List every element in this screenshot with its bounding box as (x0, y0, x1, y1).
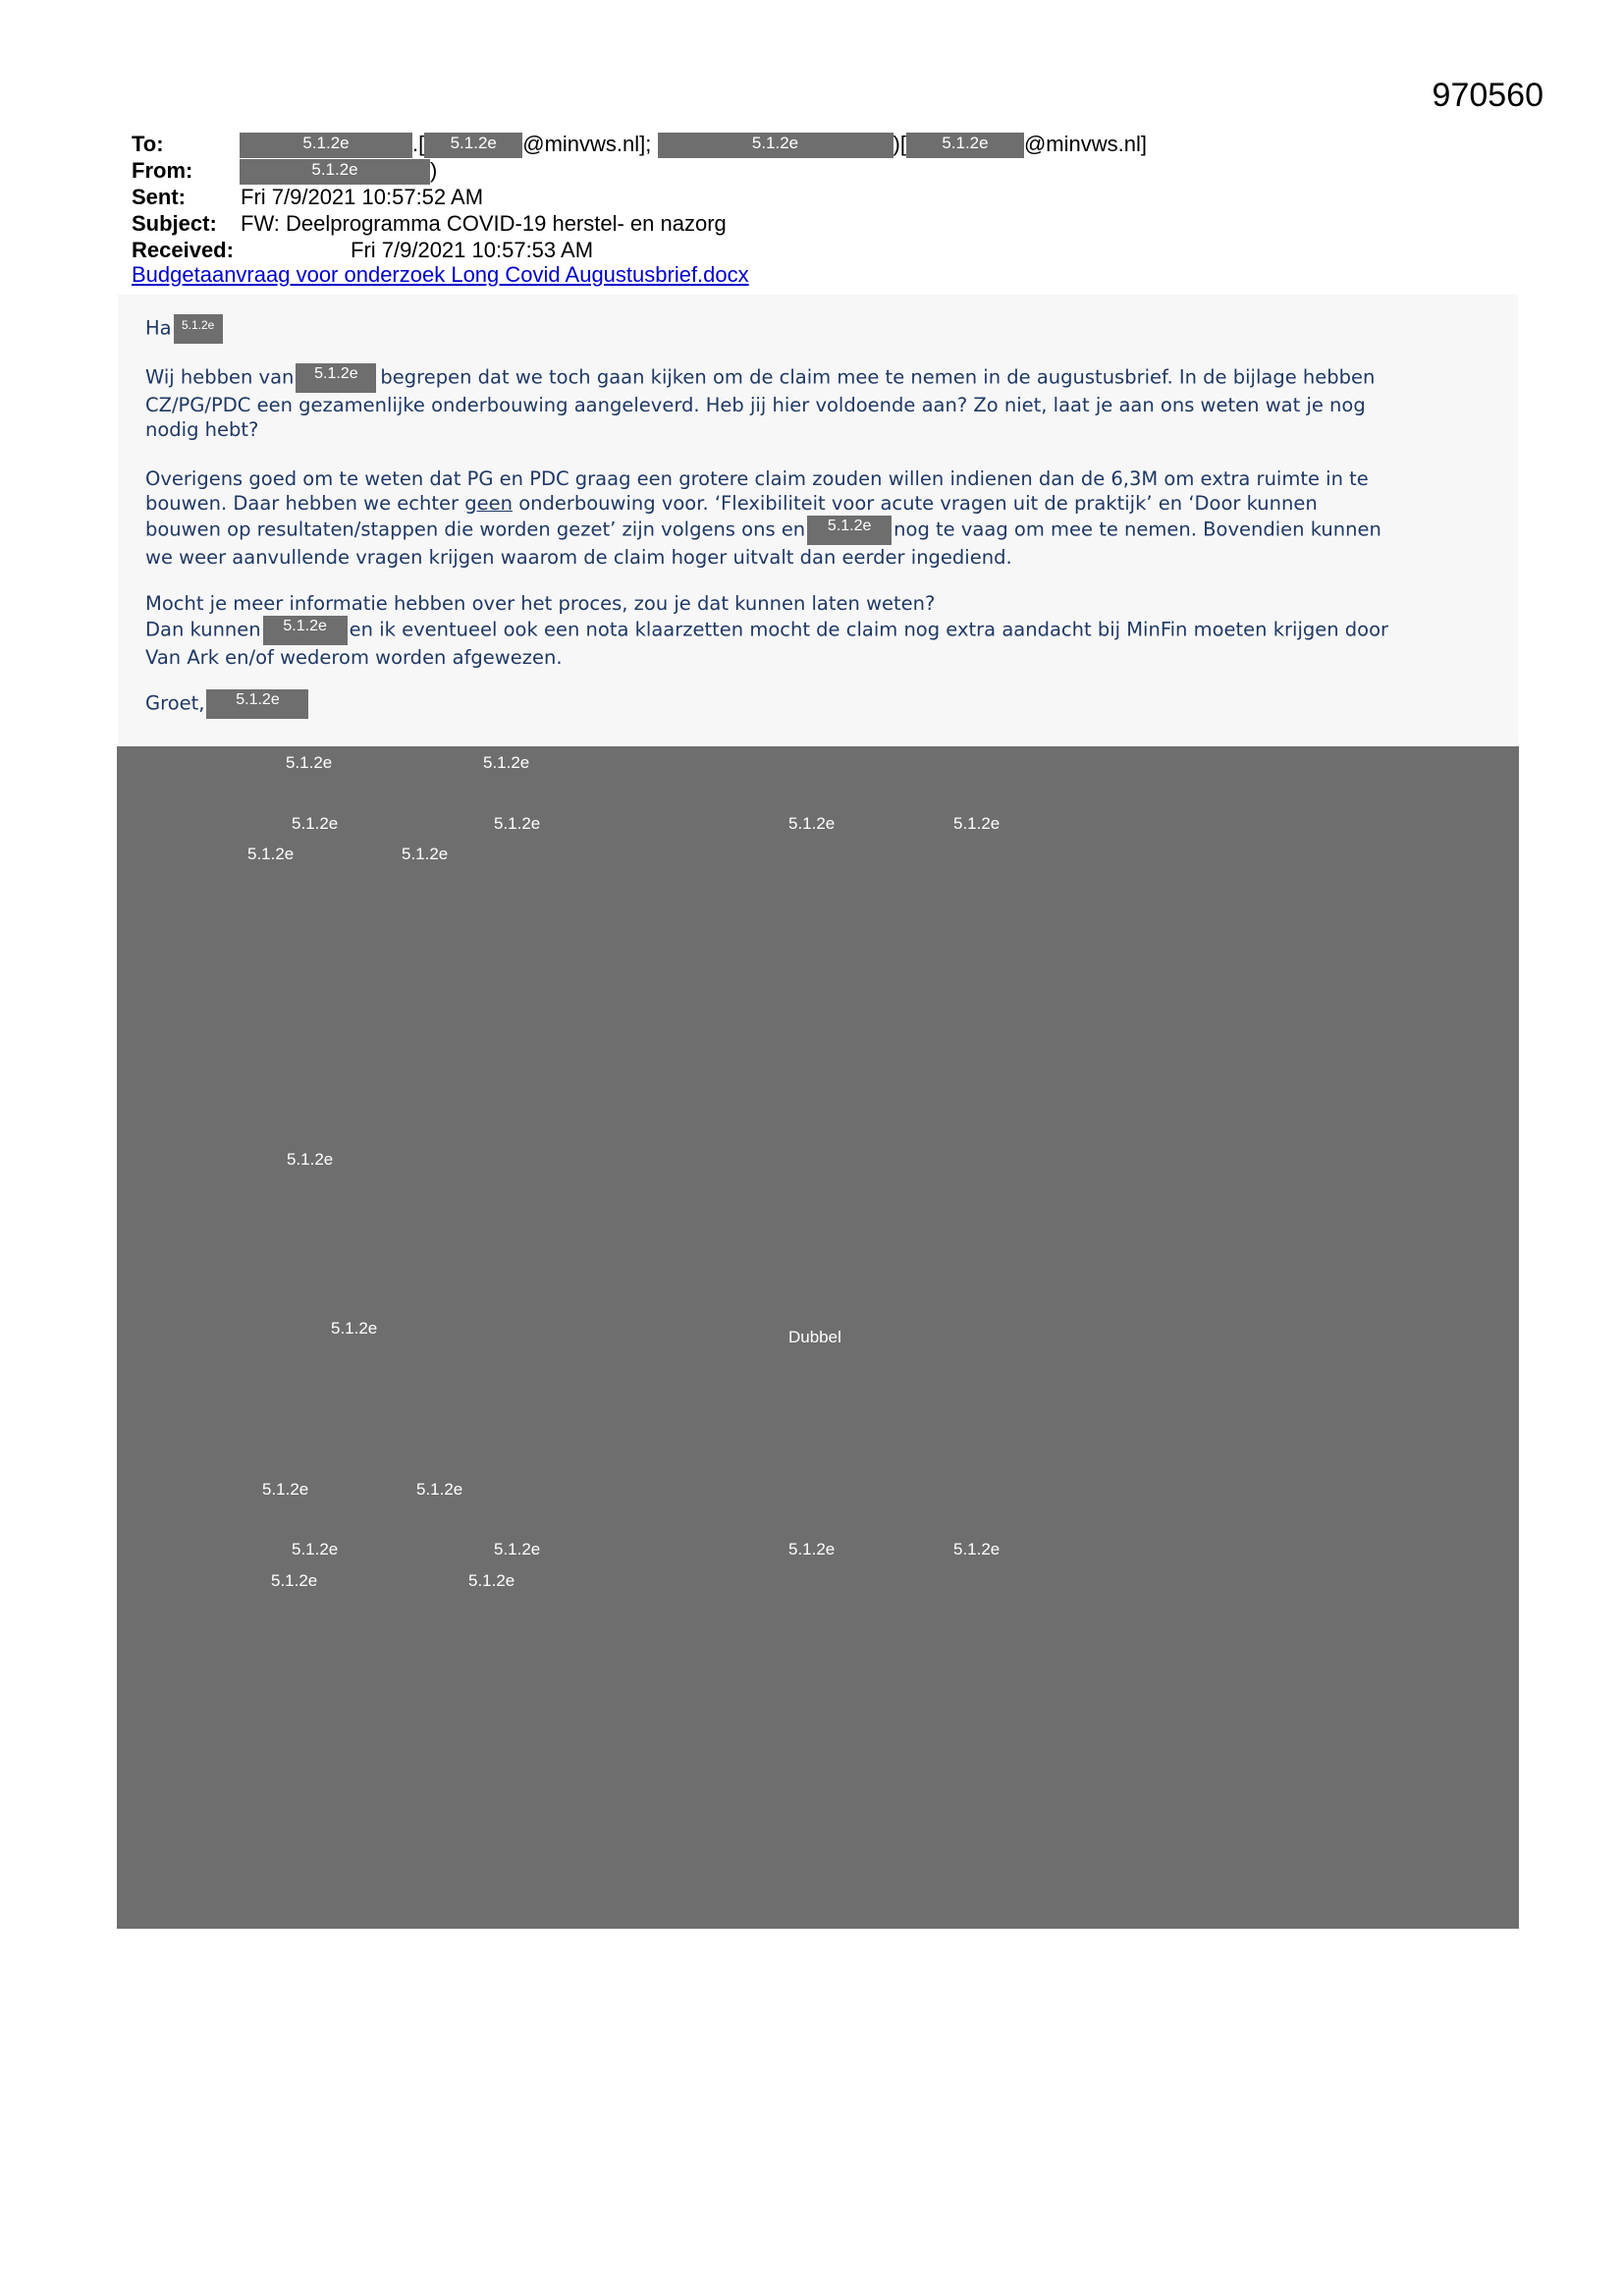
from-label: From: (132, 158, 193, 183)
redaction-label: 5.1.2e (953, 814, 1001, 833)
paragraph-2: Overigens goed om te weten dat PG en PDC graag een grotere claim zouden willen indienen dan de 6,3M om extra ruimte in te bouwen. Daar hebben we echter geen onderbouwing voor. ‘Flexibiliteit voor acute vragen uit de praktijk’ en ‘Door kunnen bouwen op resultaten/stappen die worden gezet’ zijn volgens ons en 5.1.2e nog te vaag om mee te nemen. Bovendien kunnen we weer aanvullende vragen krijgen waarom de claim hoger uitvalt dan eerder ingediend. (145, 467, 1381, 569)
redaction-label: 5.1.2e (286, 753, 333, 772)
sent-value: Fri 7/9/2021 10:57:52 AM (241, 185, 484, 209)
redaction: 5.1.2e (206, 689, 308, 719)
redaction-label: 5.1.2e (494, 1540, 541, 1558)
redaction: 5.1.2e (424, 133, 522, 158)
redaction: 5.1.2e (240, 159, 430, 185)
redaction-label: 5.1.2e (468, 1571, 515, 1590)
redaction: 5.1.2e (906, 133, 1024, 158)
subject-value: FW: Deelprogramma COVID-19 herstel- en nazorg (241, 211, 727, 236)
redaction-label: 5.1.2e (331, 1319, 378, 1338)
redaction: 5.1.2e (174, 314, 223, 344)
redaction: 5.1.2e (658, 133, 893, 158)
attachment-link[interactable]: Budgetaanvraag voor onderzoek Long Covid Augustusbrief.docx (132, 262, 749, 287)
redaction-label: 5.1.2e (788, 1540, 836, 1558)
redaction: 5.1.2e (240, 133, 412, 158)
to-separator: .[ (412, 132, 425, 156)
redaction-label: 5.1.2e (788, 814, 836, 833)
redaction-label: 5.1.2e (953, 1540, 1001, 1558)
redacted-block (117, 746, 1519, 1929)
redaction: 5.1.2e (263, 616, 348, 645)
document-number: 970560 (1432, 77, 1543, 114)
redaction-label: 5.1.2e (292, 814, 339, 833)
closing: Groet, 5.1.2e (145, 689, 1520, 719)
paragraph-1: Wij hebben van 5.1.2e begrepen dat we toch gaan kijken om de claim mee te nemen in de augustusbrief. In de bijlage hebben CZ/PG/PDC een gezamenlijke onderbouwing aangeleverd. Heb jij hier voldoende aan? Zo niet, laat je aan ons weten wat je nog nodig hebt? (145, 365, 1376, 441)
redaction-label: 5.1.2e (247, 845, 295, 863)
redaction-label: 5.1.2e (287, 1150, 334, 1169)
redaction-label: 5.1.2e (292, 1540, 339, 1558)
redaction: 5.1.2e (296, 363, 376, 393)
to-domain: @minvws.nl]; (522, 132, 652, 156)
to-separator: )[ (893, 132, 906, 156)
redaction-label: 5.1.2e (271, 1571, 318, 1590)
redaction-label: 5.1.2e (494, 814, 541, 833)
to-domain: @minvws.nl] (1023, 132, 1147, 156)
paragraph-3: Mocht je meer informatie hebben over het proces, zou je dat kunnen laten weten? Dan kunnen 5.1.2e en ik eventueel ook een nota klaarzetten mocht de claim nog extra aandacht bij MinFin moeten krijgen door Van Ark en/of wederom worden afgewezen. (145, 592, 1389, 669)
redaction-label: 5.1.2e (416, 1480, 463, 1499)
redaction-label: 5.1.2e (262, 1480, 309, 1499)
greeting: Ha 5.1.2e (145, 314, 1520, 344)
message-body (118, 295, 1518, 744)
subject-label: Subject: (132, 211, 217, 236)
received-value: Fri 7/9/2021 10:57:53 AM (351, 238, 594, 262)
received-label: Received: (132, 238, 234, 262)
sent-label: Sent: (132, 185, 186, 209)
redaction-label: 5.1.2e (402, 845, 449, 863)
dubbel-label: Dubbel (788, 1328, 841, 1346)
to-label: To: (132, 132, 164, 156)
redaction-label: 5.1.2e (483, 753, 530, 772)
redaction: 5.1.2e (807, 516, 892, 545)
